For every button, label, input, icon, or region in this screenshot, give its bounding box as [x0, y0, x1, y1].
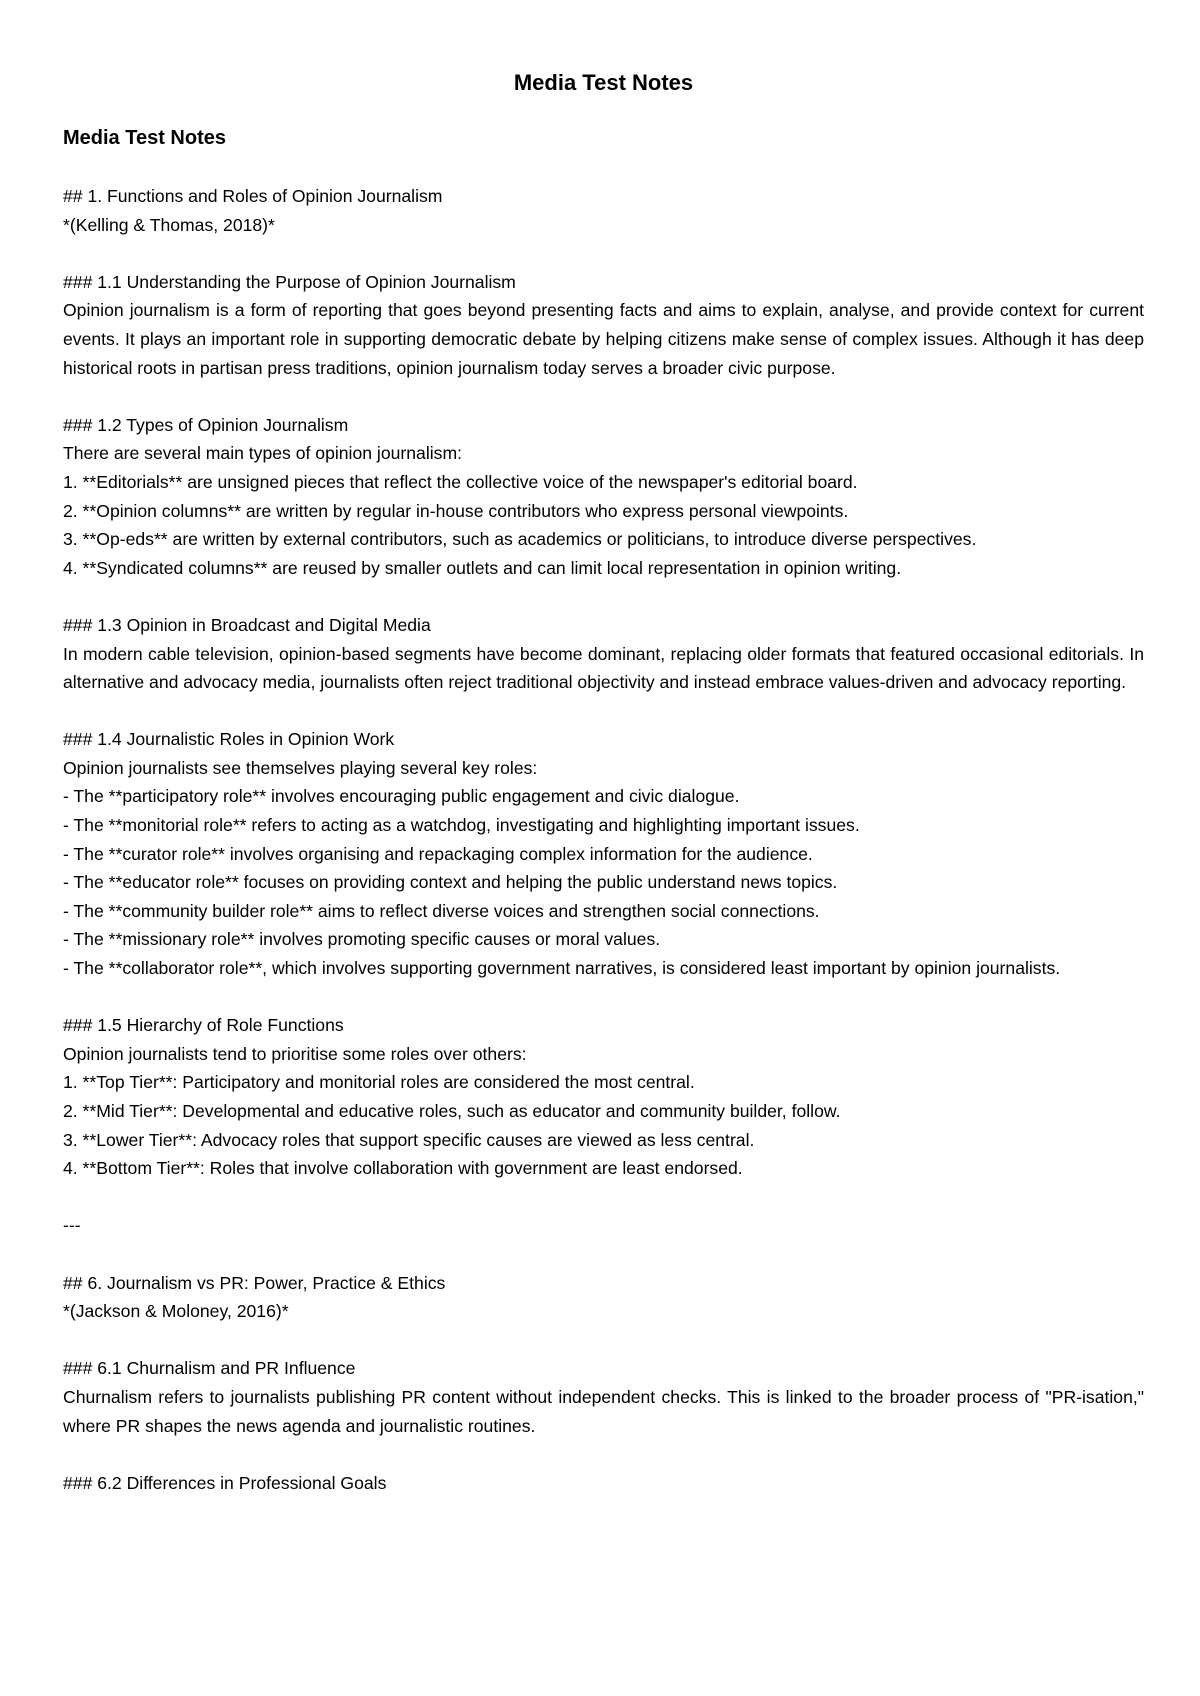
- blank-line: [63, 1326, 1144, 1355]
- subsection-heading: ### 6.1 Churnalism and PR Influence: [63, 1358, 356, 1379]
- citation: *(Jackson & Moloney, 2016)*: [63, 1301, 289, 1322]
- blank-line: [63, 1183, 1144, 1212]
- citation: *(Kelling & Thomas, 2018)*: [63, 214, 275, 235]
- subsection-heading: ### 1.1 Understanding the Purpose of Opinion Journalism: [63, 271, 516, 292]
- list-item: 2. **Opinion columns** are written by regular in-house contributors who express personal viewpoints.: [63, 500, 849, 521]
- list-item: 3. **Op-eds** are written by external contributors, such as academics or politicians, to introduce diverse perspectives.: [63, 529, 977, 550]
- paragraph: Opinion journalists tend to prioritise some roles over others:: [63, 1043, 527, 1064]
- list-item: 1. **Editorials** are unsigned pieces that reflect the collective voice of the newspaper's editorial board.: [63, 471, 858, 492]
- list-item: - The **participatory role** involves encouraging public engagement and civic dialogue.: [63, 786, 740, 807]
- blank-line: [63, 697, 1144, 726]
- list-item: - The **monitorial role** refers to acting as a watchdog, investigating and highlighting important issues.: [63, 815, 860, 836]
- blank-line: [63, 1240, 1144, 1269]
- list-item: 4. **Bottom Tier**: Roles that involve collaboration with government are least endorsed.: [63, 1158, 743, 1179]
- blank-line: [63, 582, 1144, 611]
- blank-line: [63, 1440, 1144, 1469]
- blank-line: [63, 382, 1144, 411]
- paragraph: Opinion journalism is a form of reporting that goes beyond presenting facts and aims to explain, analyse, and provide context for current events. It plays an important role in supporting democratic debate by helping citizens make sense of complex issues. Although it has deep historical roots in partisan press traditions, opinion journalism today serves a broader civic purpose.: [63, 300, 1149, 378]
- paragraph: In modern cable television, opinion-based segments have become dominant, replacing older formats that featured occasional editorials. In alternative and advocacy media, journalists often reject traditional objectivity and instead embrace values-driven and advocacy reporting.: [63, 643, 1149, 693]
- list-item: - The **missionary role** involves promoting specific causes or moral values.: [63, 929, 661, 950]
- subsection-heading: ### 6.2 Differences in Professional Goals: [63, 1472, 387, 1493]
- list-item: 3. **Lower Tier**: Advocacy roles that support specific causes are viewed as less central.: [63, 1129, 755, 1150]
- blank-line: [63, 983, 1144, 1012]
- list-item: 1. **Top Tier**: Participatory and monitorial roles are considered the most central.: [63, 1072, 695, 1093]
- list-item: - The **collaborator role**, which involves supporting government narratives, is considered least important by opinion journalists.: [63, 958, 1061, 979]
- document-subtitle: Media Test Notes: [63, 127, 226, 149]
- subsection-heading: ### 1.4 Journalistic Roles in Opinion Work: [63, 729, 395, 750]
- paragraph: Churnalism refers to journalists publishing PR content without independent checks. This is linked to the broader process of "PR-isation," where PR shapes the news agenda and journalistic routines.: [63, 1386, 1149, 1436]
- subsection-heading: ### 1.3 Opinion in Broadcast and Digital Media: [63, 614, 431, 635]
- separator: ---: [63, 1215, 81, 1236]
- list-item: 2. **Mid Tier**: Developmental and educative roles, such as educator and community builder, follow.: [63, 1101, 841, 1121]
- blank-line: [63, 239, 1144, 268]
- document-title: Media Test Notes: [513, 70, 694, 95]
- paragraph: There are several main types of opinion journalism:: [63, 443, 462, 464]
- section-heading: ## 1. Functions and Roles of Opinion Journalism: [63, 186, 443, 206]
- subsection-heading: ### 1.2 Types of Opinion Journalism: [63, 414, 349, 435]
- list-item: 4. **Syndicated columns** are reused by smaller outlets and can limit local representation in opinion writing.: [63, 557, 902, 578]
- paragraph: Opinion journalists see themselves playing several key roles:: [63, 757, 538, 778]
- list-item: - The **educator role** focuses on providing context and helping the public understand news topics.: [63, 872, 838, 893]
- list-item: - The **curator role** involves organising and repackaging complex information for the audience.: [63, 843, 813, 864]
- document-body: [63, 182, 1149, 1497]
- section-heading: ## 6. Journalism vs PR: Power, Practice & Ethics: [63, 1272, 446, 1293]
- list-item: - The **community builder role** aims to reflect diverse voices and strengthen social connections.: [63, 900, 820, 921]
- subsection-heading: ### 1.5 Hierarchy of Role Functions: [63, 1015, 344, 1036]
